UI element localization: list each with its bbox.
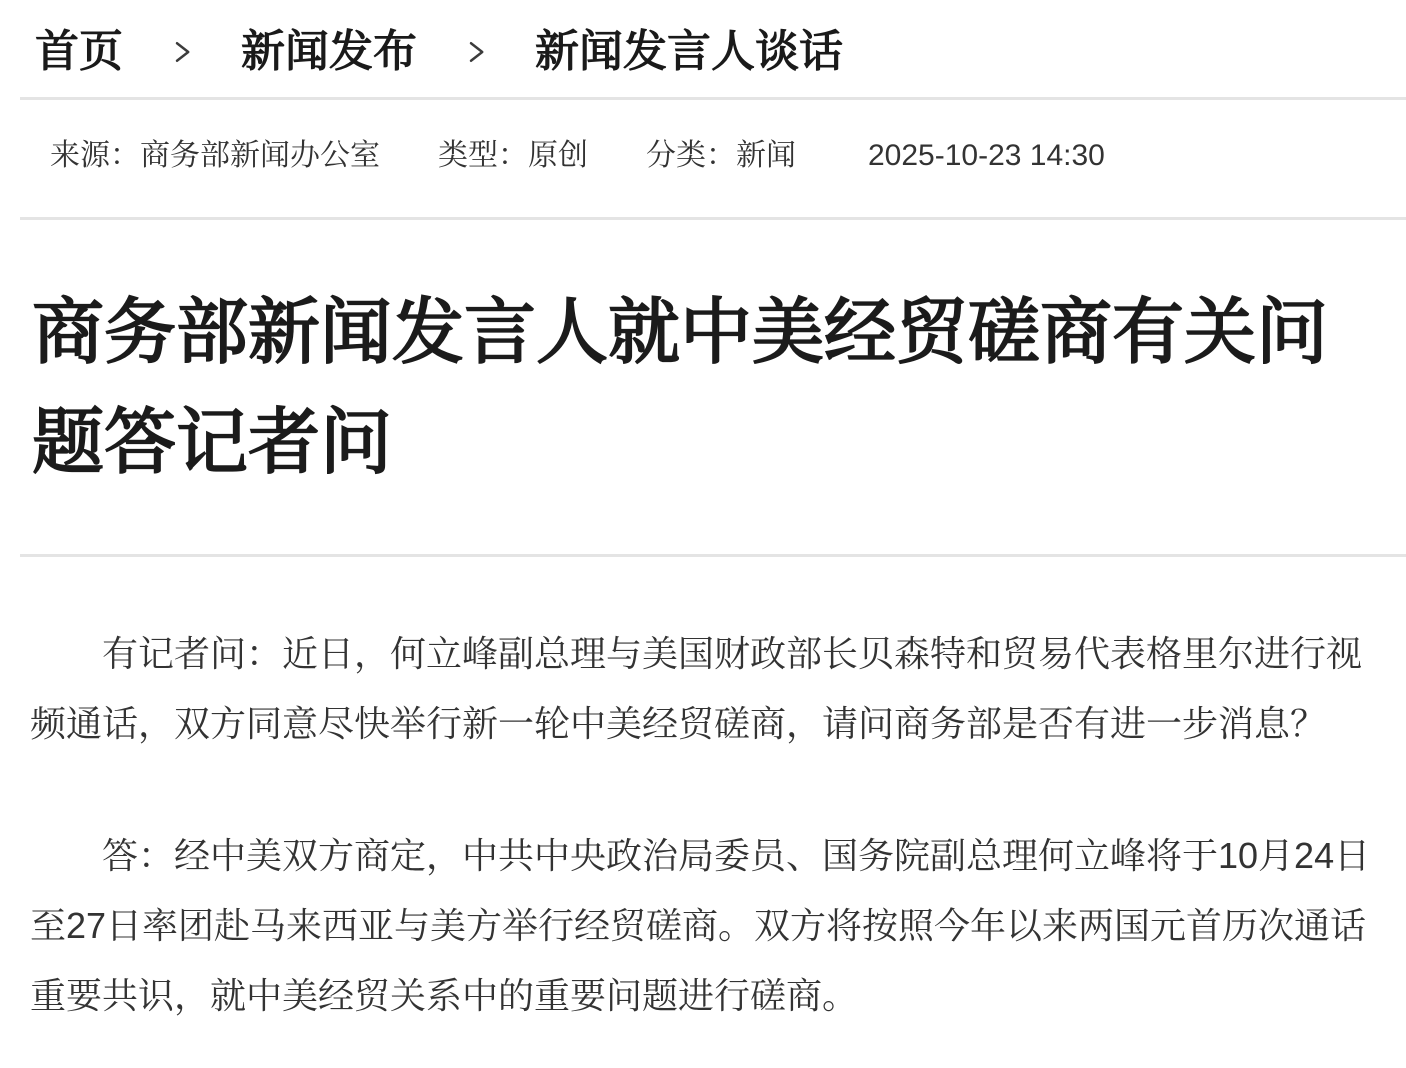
meta-type-label: 类型： xyxy=(438,138,528,172)
divider xyxy=(20,554,1406,557)
chevron-right-icon xyxy=(167,32,197,72)
breadcrumb-item-home[interactable]: 首页 xyxy=(35,27,123,76)
article-meta xyxy=(50,136,1406,175)
meta-type xyxy=(438,136,588,175)
article-paragraph: 答：经中美双方商定，中共中央政治局委员、国务院副总理何立峰将于10月24日至27日率团赴马来西亚与美方举行经贸磋商。双方将按照今年以来两国元首历次通话重要共识，就中美经贸关系中的重要问题进行磋商。 xyxy=(30,834,1371,1016)
meta-category-value: 新闻 xyxy=(736,138,796,172)
meta-source xyxy=(50,136,380,175)
meta-source-value: 商务部新闻办公室 xyxy=(140,138,380,172)
meta-category xyxy=(646,136,796,175)
meta-source-label: 来源： xyxy=(50,138,140,172)
chevron-right-icon xyxy=(461,32,491,72)
divider xyxy=(20,97,1406,100)
breadcrumb-item-news-release[interactable]: 新闻发布 xyxy=(241,27,417,76)
page-title: 商务部新闻发言人就中美经贸磋商有关问题答记者问 xyxy=(32,292,1329,483)
divider xyxy=(20,217,1406,220)
article-paragraph: 有记者问：近日，何立峰副总理与美国财政部长贝森特和贸易代表格里尔进行视频通话，双方同意尽快举行新一轮中美经贸磋商，请问商务部是否有进一步消息？ xyxy=(30,632,1363,744)
breadcrumb-item-spokesperson-remarks[interactable]: 新闻发言人谈话 xyxy=(535,27,843,76)
article-body xyxy=(30,619,1376,1031)
meta-category-label: 分类： xyxy=(646,138,736,172)
breadcrumb xyxy=(0,26,1406,79)
meta-type-value: 原创 xyxy=(528,138,588,172)
meta-datetime: 2025-10-23 14:30 xyxy=(868,138,1105,172)
